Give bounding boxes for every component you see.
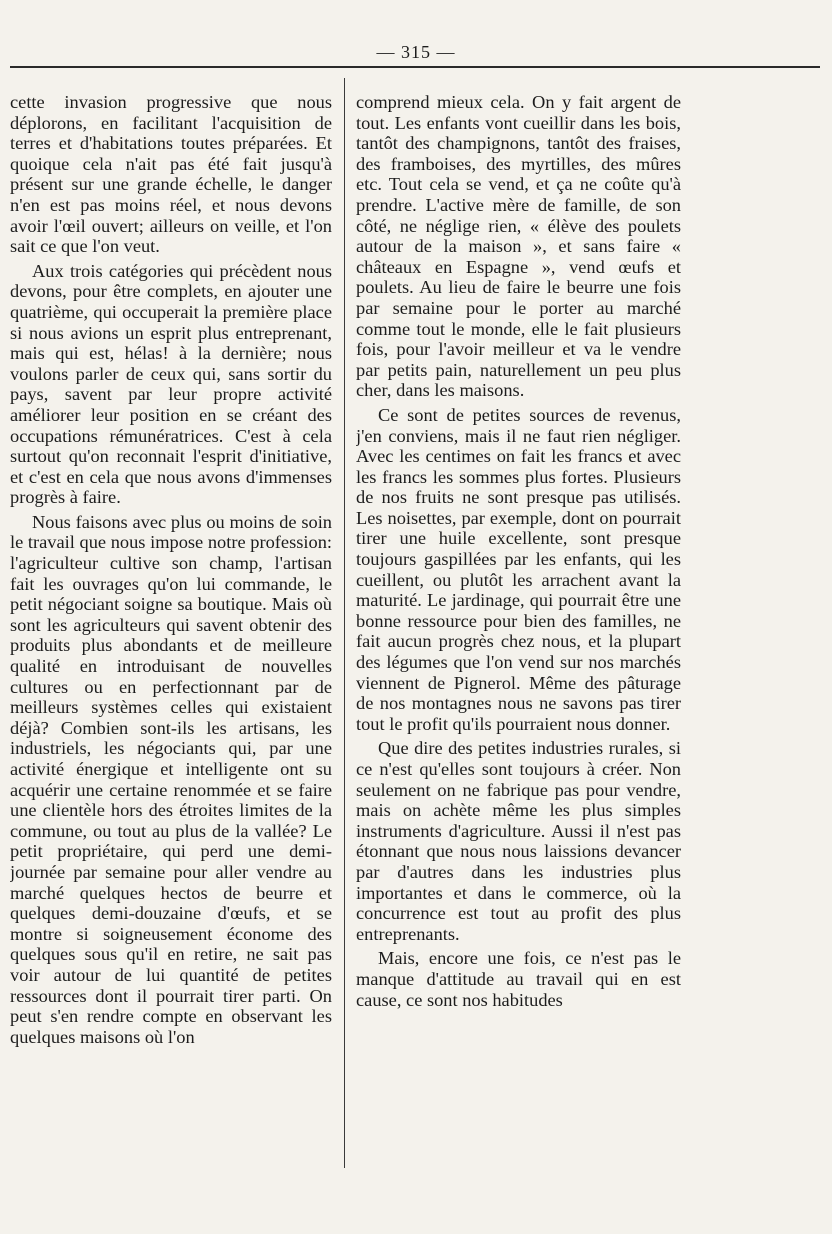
right-column <box>356 92 681 1172</box>
right-paragraph-4: Mais, encore une fois, ce n'est pas le manque d'attitude au travail qui en est cause, ce sont nos habitudes <box>356 948 681 1010</box>
left-paragraph-2: Aux trois catégories qui précèdent nous devons, pour être complets, en ajouter une quatrième, qui occuperait la première place si nous avions un esprit plus entreprenant, mais qui est, hélas! à la dernière; nous voulons parler de ceux qui, sans sortir du pays, savent par leur propre activité améliorer leur position en se créant des occupations rémunératrices. C'est à cela surtout qu'on reconnait l'esprit d'initiative, et c'est en cela que nous avons d'immenses progrès à faire. <box>10 260 332 508</box>
left-column <box>10 92 332 1172</box>
right-paragraph-1: comprend mieux cela. On y fait argent de tout. Les enfants vont cueillir dans les bois, tantôt des champignons, tantôt des fraises, des framboises, des myrtilles, des mûres etc. Tout cela se vend, et ça ne coûte qu'à prendre. L'active mère de famille, de son côté, ne néglige rien, « élève des poulets autour de la maison », et sans faire « châteaux en Espagne », vend œufs et poulets. Au lieu de faire le beurre une fois par semaine pour le porter au marché comme tout le monde, elle le fait plusieurs fois, pour l'avoir meilleur et va le vendre par petits pain, naturellement un peu plus cher, dans les maisons. <box>356 92 681 401</box>
page-number: — 315 — <box>376 42 456 62</box>
left-paragraph-3: Nous faisons avec plus ou moins de soin le travail que nous impose notre profession: l'agriculteur cultive son champ, l'artisan fait les ouvrages qu'on lui commande, le petit négociant soigne sa boutique. Mais où sont les agriculteurs qui savent obtenir des produits plus abondants et de meilleure qualité en introduisant de nouvelles cultures ou en perfectionnant par de meilleurs systèmes celles qui existaient déjà? Combien sont-ils les artisans, les industriels, les négociants qui, par une activité énergique et intelligente ont su acquérir une certaine renommée et se faire une clientèle hors des étroites limites de la commune, ou tout au plus de la vallée? Le petit propriétaire, qui perd une demi-journée par semaine pour aller vendre au marché quelques hectos de beurre et quelques demi-douzaine d'œufs, et se montre si soigneusement économe des quelques sous qu'il en retire, ne sait pas voir autour de lui quantité de petites ressources dont il pourrait tirer parti. On peut s'en rendre compte en observant les quelques maisons où l'on <box>10 511 332 1047</box>
right-paragraph-2: Ce sont de petites sources de revenus, j'en conviens, mais il ne faut rien négliger. Avec les centimes on fait les francs et avec les francs les sommes plus fortes. Plusieurs de nos fruits ne sont presque pas utilisés. Les noisettes, par exemple, dont on pourrait tirer une huile excellente, sont presque toujours gaspillées par les enfants, qui les cueillent, ou plutôt les arrachent avant la maturité. Le jardinage, qui pourrait être une bonne ressource pour bien des familles, ne fait aucun progrès chez nous, et la plupart des légumes que l'on vend sur nos marchés viennent de Pignerol. Même des pâturage de nos montagnes nous ne savons pas tirer tout le profit qu'ils pourraient nous donner. <box>356 404 681 734</box>
column-divider <box>344 78 345 1168</box>
left-paragraph-1: cette invasion progressive que nous déplorons, en facilitant l'acquisition de terres et d'habitations toutes préparées. Et quoique cela n'ait pas été fait jusqu'à présent sur une grande échelle, le danger n'en est pas moins réel, et nous devons avoir l'œil ouvert; ailleurs on veille, et l'on sait ce que l'on veut. <box>10 92 332 257</box>
right-paragraph-3: Que dire des petites industries rurales, si ce n'est qu'elles sont toujours à créer. Non seulement on ne fabrique pas pour vendre, mais on achète même les plus simples instruments d'agriculture. Aussi il n'est pas étonnant que nous nous laissions devancer par d'autres dans les industries plus importantes et dans le commerce, où la concurrence est tout au profit des plus entreprenants. <box>356 738 681 944</box>
header-rule <box>10 66 820 68</box>
